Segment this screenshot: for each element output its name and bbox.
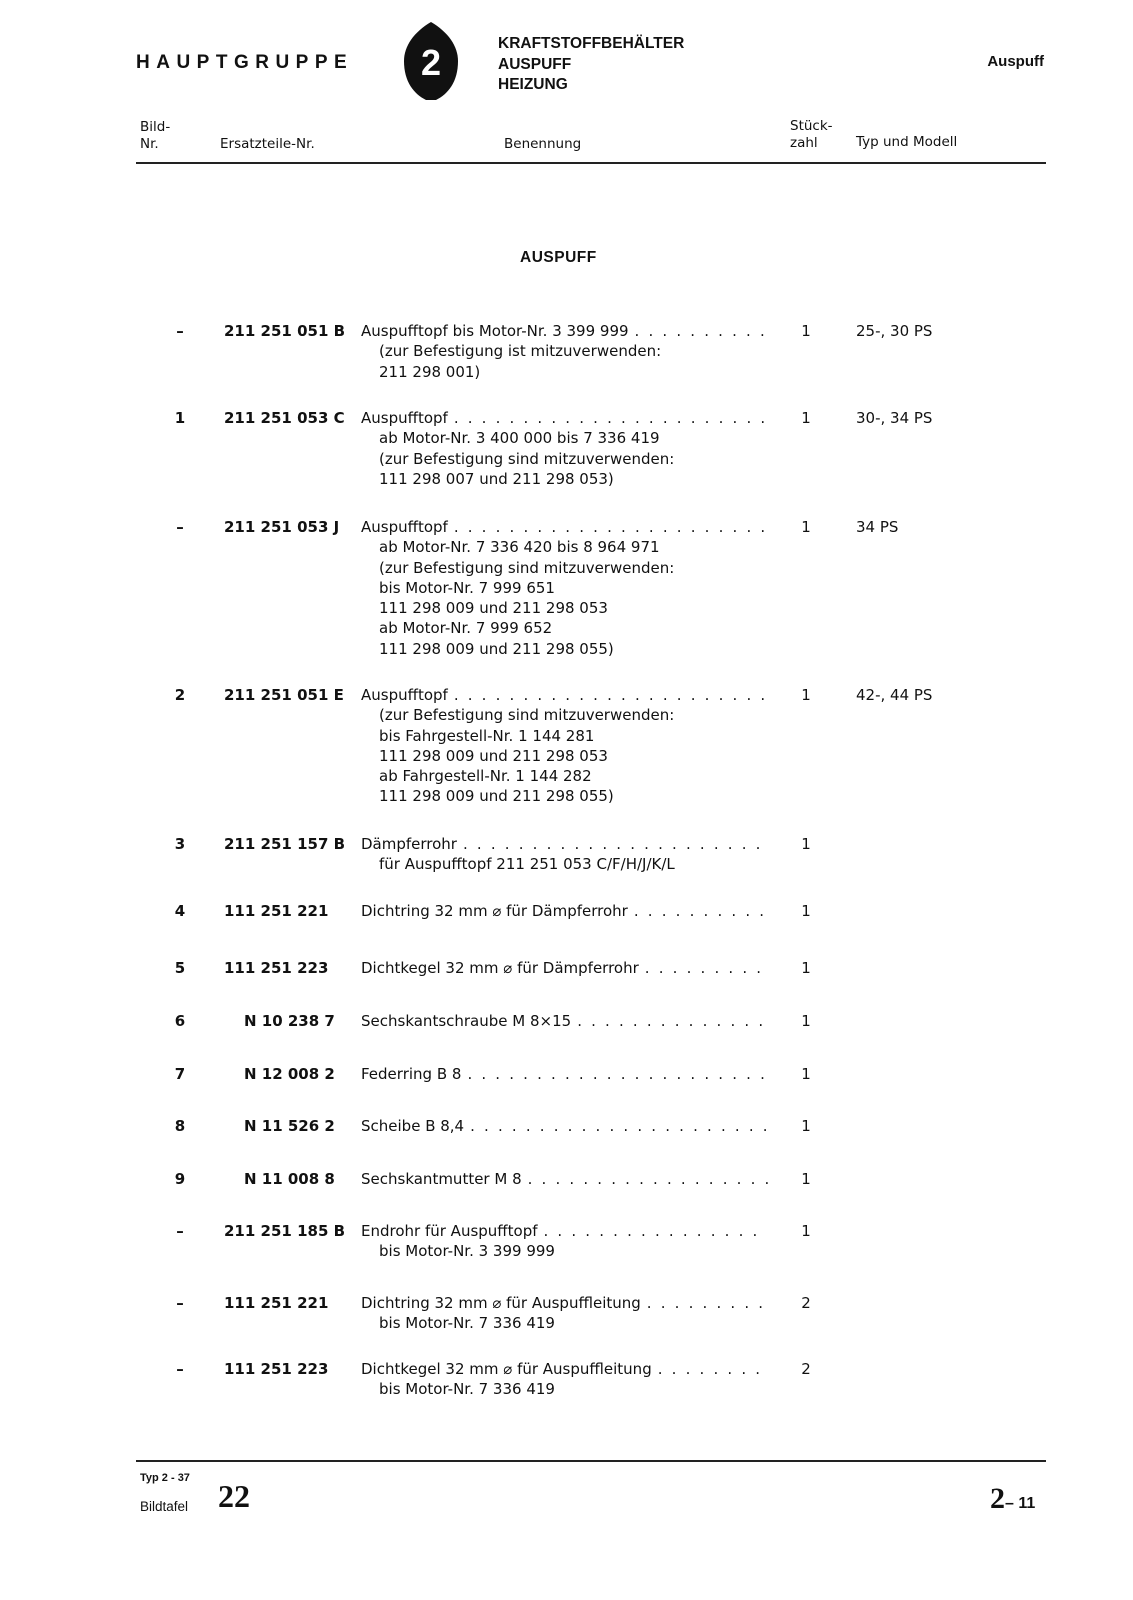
part-number: 111 251 221 <box>224 902 329 920</box>
part-description <box>361 1064 768 1084</box>
part-number: 211 251 051 B <box>224 322 346 340</box>
part-number: 211 251 157 B <box>224 835 346 853</box>
dot-leader <box>647 1293 768 1313</box>
part-number: 111 251 223 <box>224 959 329 977</box>
quantity: 1 <box>801 686 811 704</box>
part-note: ab Motor-Nr. 7 999 652 <box>379 619 553 638</box>
part-number: 211 251 053 J <box>224 518 340 536</box>
quantity: 2 <box>801 1360 811 1378</box>
bild-number: 2 <box>174 686 186 704</box>
bild-number: 7 <box>174 1065 186 1083</box>
part-name: Dichtring 32 mm ⌀ für Dämpferrohr <box>361 902 628 920</box>
part-name-line <box>361 834 768 854</box>
part-name-line <box>361 1221 768 1241</box>
bild-number: 9 <box>174 1170 186 1188</box>
part-description <box>361 685 768 807</box>
part-note: ab Fahrgestell-Nr. 1 144 282 <box>379 767 592 786</box>
part-name-line <box>361 685 768 705</box>
group-title-3: HEIZUNG <box>498 76 568 93</box>
col-head-bild-line2: Nr. <box>140 136 159 152</box>
part-description <box>361 1011 768 1031</box>
group-number: 2 <box>420 42 442 83</box>
col-head-qty-line2: zahl <box>790 135 818 151</box>
part-name-line <box>361 517 768 537</box>
group-title-2: AUSPUFF <box>498 55 572 73</box>
quantity: 1 <box>801 1222 811 1240</box>
dot-leader <box>577 1011 768 1031</box>
bild-number: 8 <box>174 1117 186 1135</box>
col-head-name: Benennung <box>504 136 582 152</box>
part-note: (zur Befestigung sind mitzuverwenden: <box>379 558 675 577</box>
dot-leader <box>470 1116 768 1136</box>
part-note: bis Motor-Nr. 7 336 419 <box>379 1380 555 1399</box>
part-description <box>361 901 768 921</box>
quantity: 1 <box>801 1170 811 1188</box>
part-number: N 10 238 7 <box>244 1012 335 1030</box>
dot-leader <box>658 1359 768 1379</box>
part-name-line <box>361 1011 768 1031</box>
bild-number: 1 <box>174 409 186 427</box>
part-number: 211 251 185 B <box>224 1222 346 1240</box>
part-description <box>361 408 768 489</box>
quantity: 1 <box>801 409 811 427</box>
bild-number: – <box>176 518 184 536</box>
bild-number: – <box>176 322 184 340</box>
col-head-bild-line1: Bild- <box>140 119 171 135</box>
page-number-main: 2 <box>990 1482 1005 1515</box>
part-description <box>361 958 768 978</box>
part-name-line <box>361 958 768 978</box>
quantity: 1 <box>801 835 811 853</box>
quantity: 1 <box>801 902 811 920</box>
part-note: bis Motor-Nr. 7 999 651 <box>379 578 555 597</box>
part-number: N 11 526 2 <box>244 1117 335 1135</box>
part-description <box>361 1169 768 1189</box>
part-name: Federring B 8 <box>361 1065 462 1083</box>
part-description <box>361 1221 768 1262</box>
part-description <box>361 1359 768 1400</box>
bild-number: – <box>176 1222 184 1240</box>
part-name: Endrohr für Auspufftopf <box>361 1222 538 1240</box>
part-note: bis Fahrgestell-Nr. 1 144 281 <box>379 726 595 745</box>
part-name: Scheibe B 8,4 <box>361 1117 465 1135</box>
part-name: Dämpferrohr <box>361 835 457 853</box>
page-number <box>990 1482 1035 1516</box>
dot-leader <box>635 321 768 341</box>
part-note: ab Motor-Nr. 7 336 420 bis 8 964 971 <box>379 538 660 557</box>
dot-leader <box>467 1064 768 1084</box>
part-number: 211 251 053 C <box>224 409 345 427</box>
quantity: 2 <box>801 1294 811 1312</box>
part-note: 111 298 009 und 211 298 053 <box>379 599 608 618</box>
bild-number: – <box>176 1294 184 1312</box>
group-title-1: KRAFTSTOFFBEHÄLTER <box>498 35 685 52</box>
part-name: Auspufftopf <box>361 686 448 704</box>
part-name: Auspufftopf <box>361 409 448 427</box>
part-description <box>361 1116 768 1136</box>
footer-divider <box>136 1460 1046 1462</box>
dot-leader <box>454 408 768 428</box>
part-name: Dichtkegel 32 mm ⌀ für Dämpferrohr <box>361 959 639 977</box>
section-title: AUSPUFF <box>520 249 597 266</box>
part-name: Auspufftopf <box>361 518 448 536</box>
part-note: ab Motor-Nr. 3 400 000 bis 7 336 419 <box>379 429 660 448</box>
part-number: 111 251 223 <box>224 1360 329 1378</box>
col-head-part: Ersatzteile-Nr. <box>220 136 315 152</box>
part-description <box>361 1293 768 1334</box>
quantity: 1 <box>801 322 811 340</box>
part-note: 111 298 009 und 211 298 055) <box>379 639 614 658</box>
part-description <box>361 321 768 382</box>
bild-number: 3 <box>174 835 186 853</box>
bild-number: 5 <box>174 959 186 977</box>
group-label: HAUPTGRUPPE <box>136 52 354 73</box>
part-description <box>361 517 768 659</box>
part-description <box>361 834 768 875</box>
part-note: (zur Befestigung sind mitzuverwenden: <box>379 706 675 725</box>
part-note: 111 298 007 und 211 298 053) <box>379 469 614 488</box>
bild-number: 6 <box>174 1012 186 1030</box>
col-head-type: Typ und Modell <box>856 134 958 150</box>
dot-leader <box>528 1169 768 1189</box>
part-note: bis Motor-Nr. 7 336 419 <box>379 1314 555 1333</box>
part-name: Dichtring 32 mm ⌀ für Auspuffleitung <box>361 1294 641 1312</box>
part-note: (zur Befestigung sind mitzuverwenden: <box>379 449 675 468</box>
part-name-line <box>361 1064 768 1084</box>
part-note: bis Motor-Nr. 3 399 999 <box>379 1242 555 1261</box>
part-note: 111 298 009 und 211 298 053 <box>379 746 608 765</box>
footer-typ: Typ 2 - 37 <box>140 1472 190 1484</box>
part-name: Sechskantmutter M 8 <box>361 1170 522 1188</box>
part-name-line <box>361 408 768 428</box>
type-model: 25-, 30 PS <box>856 322 933 340</box>
part-name-line <box>361 1169 768 1189</box>
type-model: 34 PS <box>856 518 899 536</box>
dot-leader <box>463 834 768 854</box>
quantity: 1 <box>801 1065 811 1083</box>
col-head-qty-line1: Stück- <box>790 118 833 134</box>
section-label-right: Auspuff <box>987 53 1044 70</box>
part-note: für Auspufftopf 211 251 053 C/F/H/J/K/L <box>379 855 675 874</box>
quantity: 1 <box>801 959 811 977</box>
part-number: 111 251 221 <box>224 1294 329 1312</box>
part-name-line <box>361 1359 768 1379</box>
part-name-line <box>361 321 768 341</box>
part-number: 211 251 051 E <box>224 686 344 704</box>
part-name-line <box>361 901 768 921</box>
part-note: 111 298 009 und 211 298 055) <box>379 787 614 806</box>
part-note: 211 298 001) <box>379 362 481 381</box>
part-number: N 12 008 2 <box>244 1065 335 1083</box>
part-name-line <box>361 1293 768 1313</box>
quantity: 1 <box>801 1117 811 1135</box>
dot-leader <box>454 517 768 537</box>
bild-number: – <box>176 1360 184 1378</box>
page-number-sub: – 11 <box>1005 1495 1036 1512</box>
type-model: 30-, 34 PS <box>856 409 933 427</box>
dot-leader <box>634 901 768 921</box>
part-name: Dichtkegel 32 mm ⌀ für Auspuffleitung <box>361 1360 652 1378</box>
dot-leader <box>454 685 768 705</box>
type-model: 42-, 44 PS <box>856 686 933 704</box>
dot-leader <box>645 958 768 978</box>
part-name-line <box>361 1116 768 1136</box>
part-name: Sechskantschraube M 8×15 <box>361 1012 572 1030</box>
bildtafel-label: Bildtafel <box>140 1499 189 1514</box>
part-number: N 11 008 8 <box>244 1170 335 1188</box>
part-name: Auspufftopf bis Motor-Nr. 3 399 999 <box>361 322 629 340</box>
quantity: 1 <box>801 518 811 536</box>
quantity: 1 <box>801 1012 811 1030</box>
bild-number: 4 <box>174 902 186 920</box>
dot-leader <box>544 1221 769 1241</box>
part-note: (zur Befestigung ist mitzuverwenden: <box>379 342 662 361</box>
bildtafel-number: 22 <box>218 1478 250 1514</box>
